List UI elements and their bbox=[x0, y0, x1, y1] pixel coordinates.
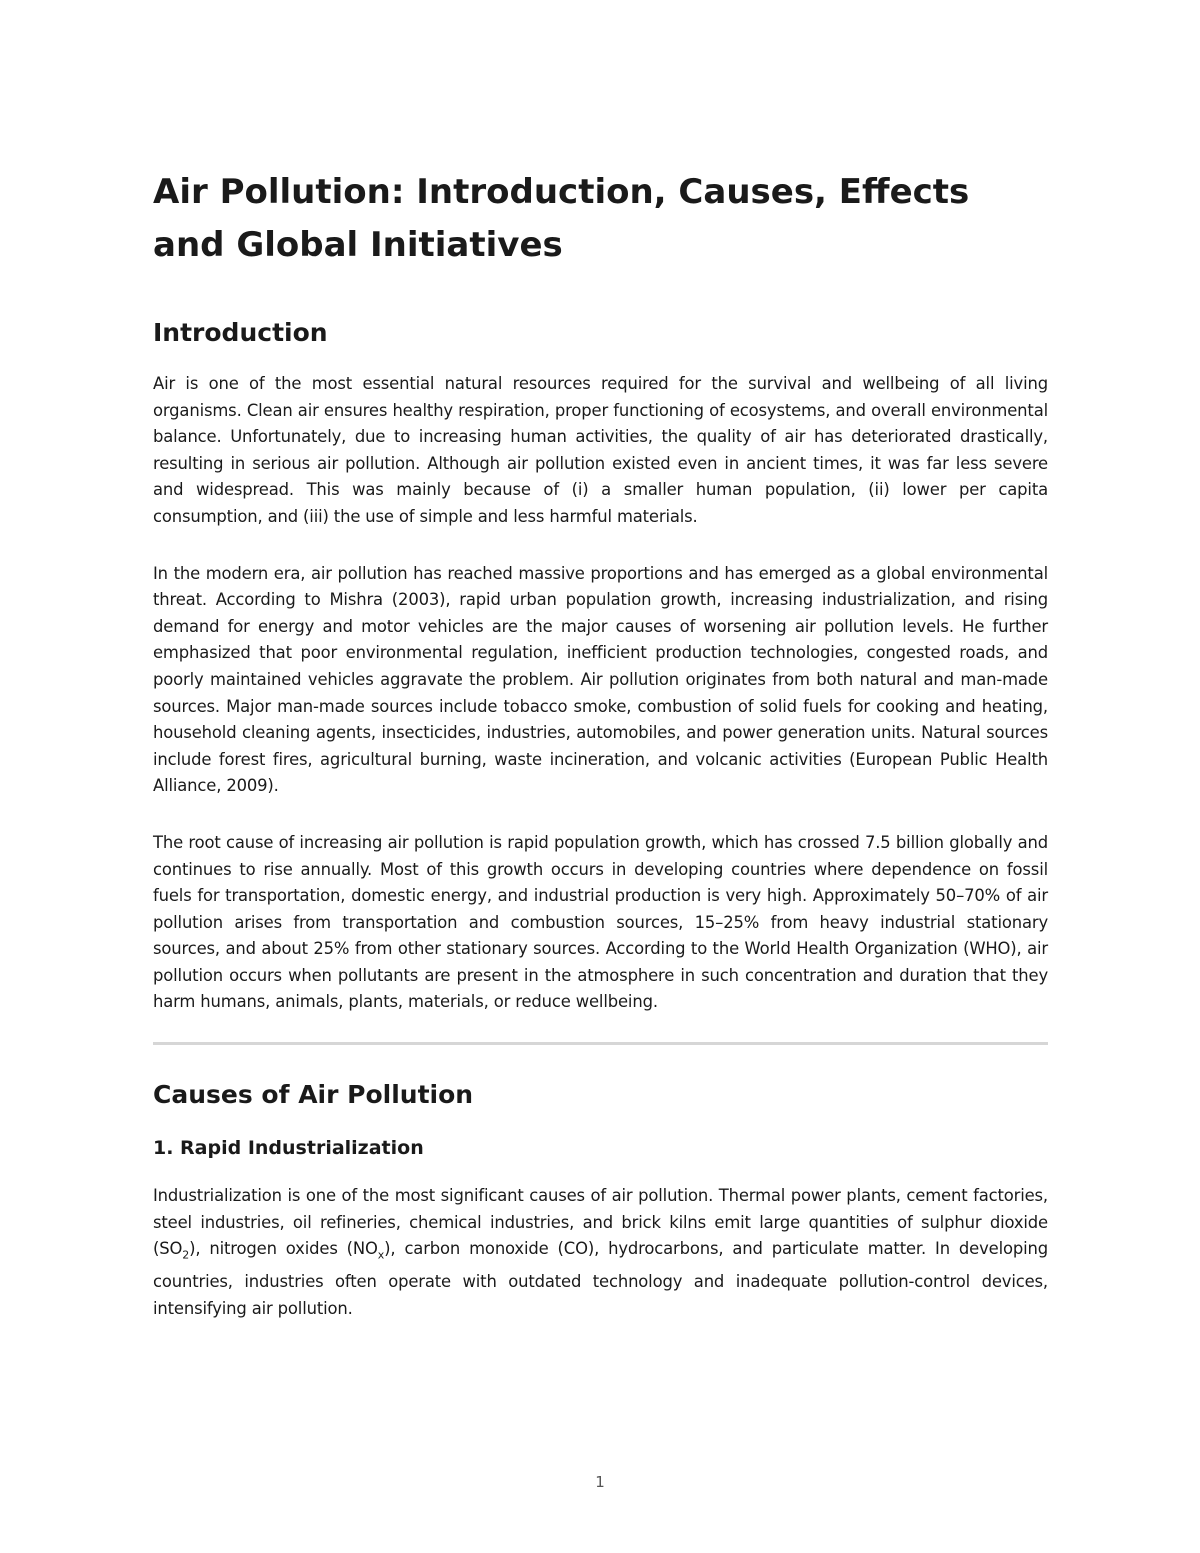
industrialization-text-part-1: Industrialization is one of the most significant causes of air pollution. Thermal power plants, cement factories, steel industries, oil refineries, chemical industries, and brick kilns emit large quantities of sulphur dioxide (SO bbox=[153, 1186, 1048, 1259]
introduction-paragraph-1: Air is one of the most essential natural resources required for the survival and wellbeing of all living organisms. Clean air ensures healthy respiration, proper functioning of ecosystems, and overall environmental balance. Unfortunately, due to increasing human activities, the quality of air has deteriorated drastically, resulting in serious air pollution. Although air pollution existed even in ancient times, it was far less severe and widespread. This was mainly because of (i) a smaller human population, (ii) lower per capita consumption, and (iii) the use of simple and less harmful materials. bbox=[153, 374, 1048, 526]
document-title: Air Pollution: Introduction, Causes, Effects and Global Initiatives bbox=[153, 172, 970, 265]
introduction-heading: Introduction bbox=[153, 318, 328, 347]
subsection-heading-industrialization: 1. Rapid Industrialization bbox=[153, 1137, 424, 1160]
introduction-paragraph-2: In the modern era, air pollution has reached massive proportions and has emerged as a global environmental threat. According to Mishra (2003), rapid urban population growth, increasing industrialization, and rising demand for energy and motor vehicles are the major causes of worsening air pollution levels. He further emphasized that poor environmental regulation, inefficient production technologies, congested roads, and poorly maintained vehicles aggravate the problem. Air pollution originates from both natural and man-made sources. Major man-made sources include tobacco smoke, combustion of solid fuels for cooking and heating, household cleaning agents, insecticides, industries, automobiles, and power generation units. Natural sources include forest fires, agricultural burning, waste incineration, and volcanic activities (European Public Health Alliance, 2009). bbox=[153, 563, 1048, 796]
nox-subscript: x bbox=[377, 1248, 385, 1262]
introduction-paragraph-3: The root cause of increasing air pollution is rapid population growth, which has crossed 7.5 billion globally and continues to rise annually. Most of this growth occurs in developing countries where dependence on fossil fuels for transportation, domestic energy, and industrial production is very high. Approximately 50–70% of air pollution arises from transportation and combustion sources, 15–25% from heavy industrial stationary sources, and about 25% from other stationary sources. According to the World Health Organization (WHO), air pollution occurs when pollutants are present in the atmosphere in such concentration and duration that they harm humans, animals, plants, materials, or reduce wellbeing. bbox=[153, 832, 1048, 1012]
page-number: 1 bbox=[595, 1473, 605, 1491]
industrialization-paragraph bbox=[153, 1183, 1048, 1322]
so2-subscript: 2 bbox=[182, 1248, 190, 1262]
document-content bbox=[153, 166, 1048, 1322]
causes-heading: Causes of Air Pollution bbox=[153, 1080, 474, 1110]
industrialization-text-part-3: ), carbon monoxide (CO), hydrocarbons, and particulate matter. In developing countries, industries often operate with outdated technology and inadequate pollution-control devices, intensifying air pollution. bbox=[153, 1239, 1049, 1318]
industrialization-text-part-2: ), nitrogen oxides (NO bbox=[189, 1239, 378, 1259]
